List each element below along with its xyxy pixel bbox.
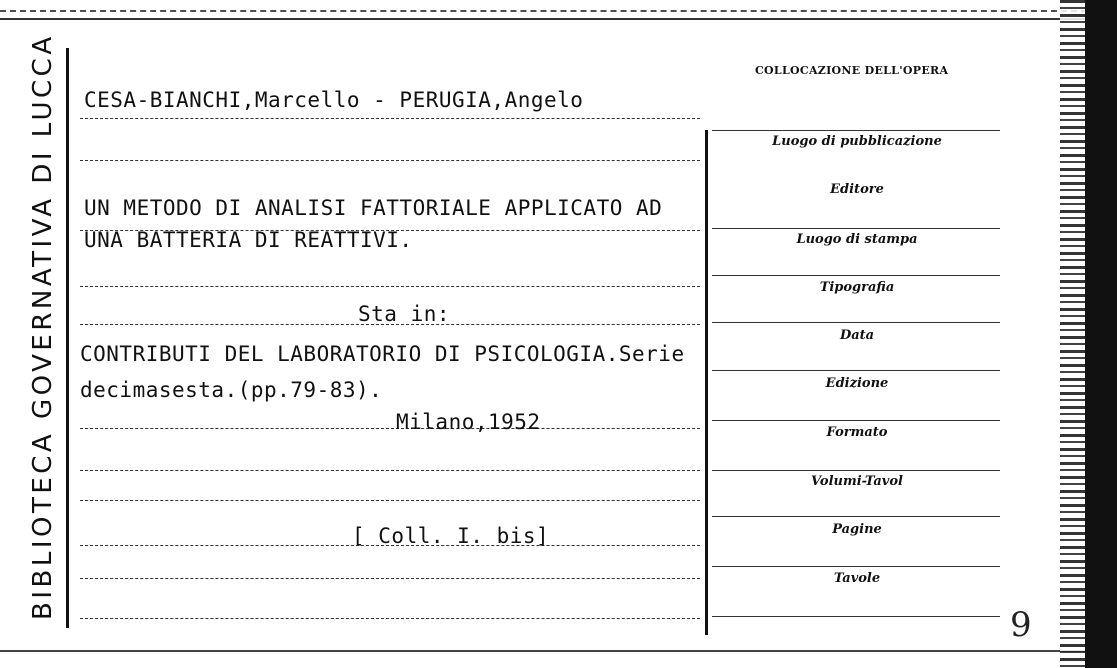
- authors-line: CESA-BIANCHI,Marcello - PERUGIA,Angelo: [84, 88, 584, 112]
- ruled-line: [712, 566, 1000, 567]
- title-line-2: UNA BATTERIA DI REATTIVI.: [84, 228, 413, 252]
- ruled-line: [80, 618, 700, 619]
- ruled-line: [712, 420, 1000, 421]
- ruled-line: [80, 500, 700, 501]
- field-pagine: Pagine: [832, 522, 882, 537]
- shelfmark: [ Coll. I. bis]: [352, 524, 550, 548]
- ruled-line: [712, 516, 1000, 517]
- source-line-2: decimasesta.(pp.79-83).: [80, 378, 383, 402]
- title-line-1: UN METODO DI ANALISI FATTORIALE APPLICATO AD: [84, 196, 663, 220]
- field-volumi: Volumi-Tavol: [811, 474, 903, 489]
- collocation-header: COLLOCAZIONE DELL'OPERA: [755, 64, 949, 77]
- card-top-edge: [0, 0, 1117, 12]
- field-editore: Editore: [830, 182, 884, 197]
- source-line-1: CONTRIBUTI DEL LABORATORIO DI PSICOLOGIA.Serie: [80, 342, 685, 366]
- field-formato: Formato: [826, 425, 888, 440]
- field-edizione: Edizione: [825, 376, 889, 391]
- field-data: Data: [839, 328, 875, 343]
- ruled-line: [712, 470, 1000, 471]
- ruled-line: [80, 470, 700, 471]
- ruled-line: [712, 130, 1000, 131]
- ruled-line: [712, 322, 1000, 323]
- ruled-line: [80, 118, 700, 119]
- card-top-border: [0, 18, 1117, 20]
- field-luogo-pubblicazione: Luogo di pubblicazione: [772, 134, 942, 149]
- field-tipografia: Tipografia: [819, 280, 895, 295]
- right-column-rule: [705, 130, 708, 635]
- scan-right-edge-dark: [1085, 0, 1117, 668]
- library-name-vertical: BIBLIOTECA GOVERNATIVA DI LUCCA: [28, 33, 58, 620]
- ruled-line: [80, 286, 700, 287]
- ruled-line: [712, 616, 1000, 617]
- ruled-line: [80, 428, 700, 429]
- ruled-line: [80, 160, 700, 161]
- margin-handwritten-mark: 9: [1010, 605, 1032, 645]
- ruled-line: [80, 578, 700, 579]
- card-bottom-edge: [0, 650, 1117, 652]
- field-tavole: Tavole: [833, 571, 881, 586]
- ruled-line: [712, 275, 1000, 276]
- ruled-line: [712, 370, 1000, 371]
- sta-in-label: Sta in:: [358, 302, 451, 326]
- place-year: Milano,1952: [396, 410, 541, 434]
- left-margin-rule: [66, 48, 69, 628]
- ruled-line: [712, 228, 1000, 229]
- field-luogo-stampa: Luogo di stampa: [796, 232, 918, 247]
